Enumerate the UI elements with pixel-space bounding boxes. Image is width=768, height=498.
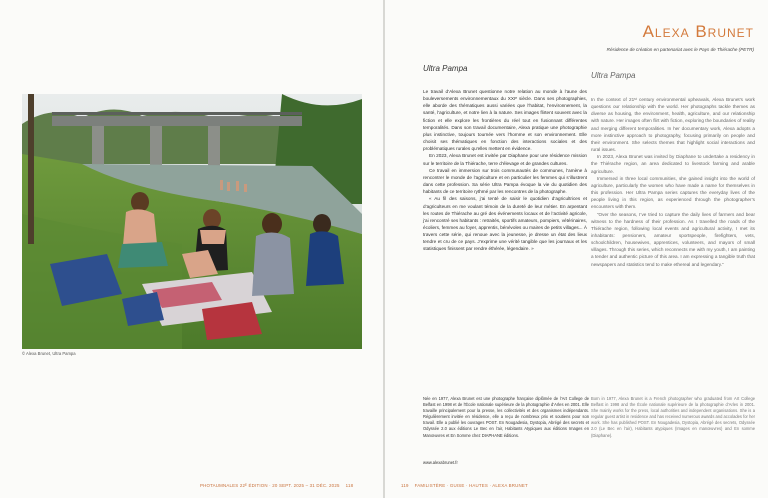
biography-en: Born in 1977, Alexa Brunet is a French photographer who graduated from Art College Belfast in 1998 and the École nationale supérieure de la photographie d’Arles in 2001. She mainly works for the press, local authorities and independent organisations. She is a regular guest artist in residence and has received numerous awards and accolades for her work. She has published POST. En Nougadesia, Dystopia, Abrégé des secrets, Odyssée 2.0 (Le Bec en l’air), Habitants atypiques (Images en manœuvres) and En somme (Diaphane). bbox=[591, 396, 755, 438]
residence-line: Résidence de création en partenariat avec le Pays de Thiérache (PETR) bbox=[606, 47, 754, 52]
page-number-right: 119 bbox=[401, 483, 409, 488]
footer-right bbox=[401, 483, 528, 488]
fr-paragraph: « Au fil des saisons, j’ai tenté de saisir le quotidien d’agricultrices et d’agriculteurs en me voulant témoin de la dureté de leur métier. En arpentant les routes de Thiérache au gré des événements locaux et de l’activité agricole, j’ai rencontré ses habitants : retraités, sportifs amateurs, pompiers, vétérinaires, écoliers, femmes au foyer, apprentis, bénévoles ou maires de petits villages... À travers cette série, qui renoue avec la jeunesse, je dresse un état des lieux tendre et cru de ce pays. J’exprime une vérité tangible que les journaux et les statistiques finissent par rendre éthérée, légendaire. » bbox=[423, 196, 587, 252]
fr-paragraph: En 2023, Alexa Brunet est invitée par Diaphane pour une résidence mission sur le territoire de la Thiérache, terre d’élevage et de grandes cultures. bbox=[423, 153, 587, 166]
footer-left bbox=[200, 483, 353, 488]
footer-left-text: PHOTAUMNALES 22ᴱ ÉDITION · 20 SEPT. 2025 – 31 DÉC. 2025 bbox=[200, 483, 340, 488]
page-number-left: 118 bbox=[345, 483, 354, 488]
footer-right-text: FAMILISTÈRE · GUISE · HAUTES · ALEXA BRUNET bbox=[414, 483, 528, 488]
ultra-pampa-photograph bbox=[22, 94, 362, 349]
en-paragraph: Immersed in three local communities, she gained insight into the world of agriculture, particularly the women who have made a name for themselves in this profession. Her Ultra Pampa series captures the everyday lives of the people living in this region, as experienced through the photographer’s encounters with them. bbox=[591, 175, 755, 210]
biography-fr: Née en 1977, Alexa Brunet est une photographe française diplômée de l’Art College de Belfast en 1998 et de l’École nationale supérieure de la photographie d’Arles en 2001. Elle travaille principalement pour la presse, les collectivités et des organismes indépendants. Régulièrement invitée en résidence, elle a reçu de nombreux prix et soutiens pour son travail. Elle a publié les ouvrages POST. En Nougadesia, Dystopia, Abrégé des secrets et Odyssée 2.0 aux éditions Le Bec en l’air, Habitants Atypiques aux éditions Images en Manœuvres et En Somme chez DIAPHANE éditions. bbox=[423, 396, 589, 438]
artist-website[interactable]: www.alexabrunet.fr bbox=[423, 460, 458, 465]
fr-paragraph: Le travail d’Alexa Brunet questionne notre relation au monde à l’aune des bouleversements environnementaux du XXIᵉ siècle. Dans ses photographies, elle aborde des thématiques aussi variées que l’habitat, l’environnement, la santé, l’agriculture, et notre lien à la nature. Ses images flirtent souvent avec la fiction et elle explore les frontières du réel tout en fusionnant différentes temporalités. Dans son travail documentaire, Alexa pratique une photographie plus instinctive, toujours tournée vers l’homme et son environnement. Elle choisit ses thématiques en fonction des interactions sociales et des problématiques rurales qu’elles mettent en évidence. bbox=[423, 89, 587, 152]
project-title-fr: Ultra Pampa bbox=[423, 64, 468, 73]
left-page bbox=[0, 0, 383, 498]
fr-paragraph: Ce travail en immersion sur trois communautés de communes, l’amène à rencontrer le monde de l’agriculture et en particulier les femmes qui s’illustrent dans cette profession. Sa série Ultra Pampa évoque la vie du quotidien des habitants de ce territoire rythmé par les rencontres de la photographe. bbox=[423, 167, 587, 195]
project-title-en: Ultra Pampa bbox=[591, 71, 636, 80]
photo-caption: © Alexa Brunet, Ultra Pampa bbox=[22, 351, 76, 356]
artist-name: Alexa Brunet bbox=[642, 22, 754, 41]
body-text-en bbox=[591, 96, 755, 268]
en-paragraph: “Over the seasons, I’ve tried to capture the daily lives of farmers and bear witness to the hardness of their profession. As I travelled the roads of the Thiérache region, following local events and agricultural activity, I met its inhabitants: pensioners, amateur sportspeople, firefighters, vets, schoolchildren, housewives, apprentices, volunteers, and mayors of small villages. Through this series, which reconnects me with my youth, I am painting a tender and authentic picture of this area. I am expressing a tangible truth that newspapers and statistics tend to make ethereal and legendary.” bbox=[591, 211, 755, 267]
en-paragraph: In 2023, Alexa Brunet was invited by Diaphane to undertake a residency in the Thiérache region, an area dedicated to livestock farming and arable agriculture. bbox=[591, 154, 755, 174]
en-paragraph: In the context of 21ˢᵗ century environmental upheavals, Alexa Brunet’s work questions our relationship with the world. Her photographs tackle themes as diverse as housing, the environment, health, agriculture, and our relationship with nature. Her images often flirt with fiction, exploring the boundaries of reality and merging different temporalities. In her documentary work, Alexa adopts a more instinctive approach to photography, focusing primarily on people and their environment. She selects themes that highlight social interactions and rural issues. bbox=[591, 97, 755, 153]
right-page bbox=[385, 0, 768, 498]
body-text-fr bbox=[423, 88, 587, 253]
